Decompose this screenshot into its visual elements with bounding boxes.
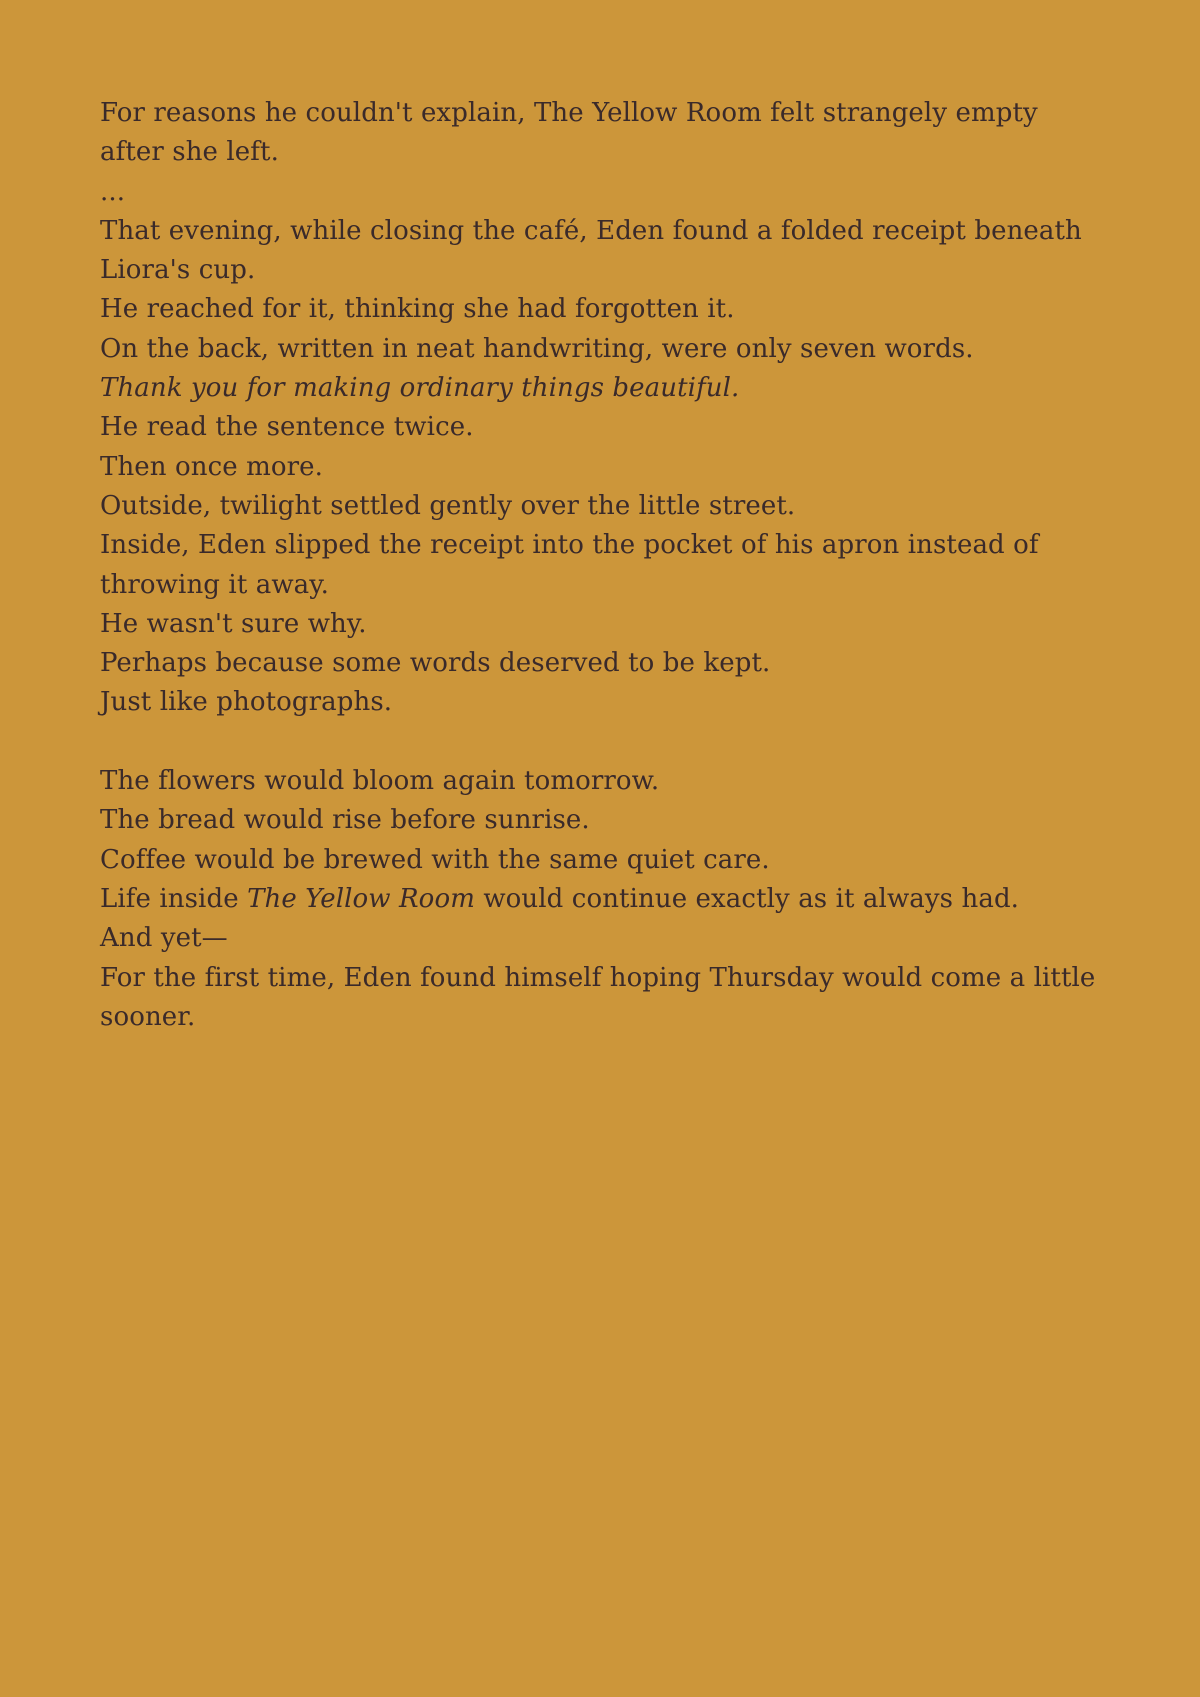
ellipsis-line: ... <box>100 176 126 207</box>
life-line-prefix: Life inside <box>100 883 248 914</box>
paragraph: Just like photographs. <box>100 687 393 718</box>
paragraph: And yet— <box>100 923 228 954</box>
paragraph: Perhaps because some words deserved to be kept. <box>100 648 771 679</box>
life-line-suffix: would continue exactly as it always had. <box>474 883 1020 914</box>
life-inside-line <box>100 880 1100 919</box>
receipt-note: Thank you for making ordinary things beautiful. <box>100 373 740 404</box>
paragraph: The bread would rise before sunrise. <box>100 805 590 836</box>
cafe-name: The Yellow Room <box>247 883 475 914</box>
paragraph: Inside, Eden slipped the receipt into the pocket of his apron instead of throwing it away. <box>100 530 1039 600</box>
paragraph: On the back, written in neat handwriting, were only seven words. <box>100 333 974 364</box>
paragraph: For reasons he couldn't explain, The Yellow Room felt strangely empty after she left. <box>100 98 1038 168</box>
paragraph: He read the sentence twice. <box>100 412 474 443</box>
blank-line <box>100 723 1100 762</box>
paragraph: That evening, while closing the café, Eden found a folded receipt beneath Liora's cup. <box>100 215 1082 286</box>
paragraph: For the first time, Eden found himself hoping Thursday would come a little sooner. <box>100 962 1096 1032</box>
paragraph: Then once more. <box>100 451 323 482</box>
paragraph: Outside, twilight settled gently over the little street. <box>100 490 796 521</box>
paragraph: He reached for it, thinking she had forgotten it. <box>100 294 735 325</box>
story-text <box>100 94 1100 1037</box>
paragraph: Coffee would be brewed with the same quiet care. <box>100 844 770 875</box>
paragraph: He wasn't sure why. <box>100 608 367 639</box>
paragraph: The flowers would bloom again tomorrow. <box>100 766 660 797</box>
